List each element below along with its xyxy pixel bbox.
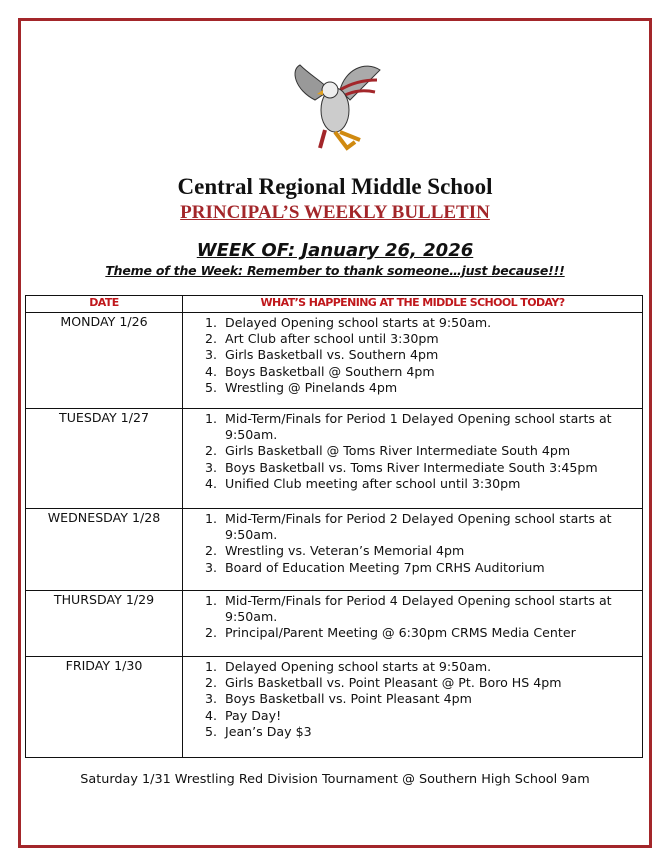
item-number: 1. xyxy=(205,315,218,330)
event-list xyxy=(183,509,642,576)
table-row xyxy=(26,409,643,509)
event-list xyxy=(183,657,642,740)
item-number: 2. xyxy=(205,331,218,347)
item-text: Boys Basketball vs. Toms River Intermediate South 3:45pm xyxy=(225,459,598,475)
table-row xyxy=(26,313,643,409)
item-text: Girls Basketball vs. Point Pleasant @ Pt. Boro HS 4pm xyxy=(225,675,562,691)
event-item xyxy=(205,411,642,443)
event-item xyxy=(205,347,642,363)
events-cell xyxy=(183,409,643,509)
table-row xyxy=(26,509,643,591)
item-text: Boys Basketball @ Southern 4pm xyxy=(225,363,435,379)
event-item xyxy=(205,476,642,492)
event-item xyxy=(205,315,642,331)
item-number: 2. xyxy=(205,675,218,691)
event-item xyxy=(205,511,642,543)
school-name: Central Regional Middle School xyxy=(177,174,493,199)
day-cell: WEDNESDAY 1/28 xyxy=(26,509,183,591)
event-item xyxy=(205,593,642,625)
event-item xyxy=(205,460,642,476)
table-row xyxy=(26,657,643,758)
item-text: Mid-Term/Finals for Period 1 Delayed Opening school starts at 9:50am. xyxy=(225,411,612,443)
event-list xyxy=(183,591,642,642)
item-text: Girls Basketball vs. Southern 4pm xyxy=(225,347,439,363)
item-text: Delayed Opening school starts at 9:50am. xyxy=(225,315,492,330)
event-item xyxy=(205,708,642,724)
day-cell: MONDAY 1/26 xyxy=(26,313,183,409)
item-number: 2. xyxy=(205,625,218,641)
item-text: Mid-Term/Finals for Period 2 Delayed Opening school starts at 9:50am. xyxy=(225,511,612,543)
day-cell: TUESDAY 1/27 xyxy=(26,409,183,509)
item-text: Boys Basketball vs. Point Pleasant 4pm xyxy=(225,691,472,707)
item-number: 5. xyxy=(205,379,218,395)
day-cell: THURSDAY 1/29 xyxy=(26,591,183,657)
item-number: 3. xyxy=(205,691,218,707)
item-number: 5. xyxy=(205,723,218,739)
item-text: Pay Day! xyxy=(225,707,282,723)
schedule-table xyxy=(25,295,643,758)
day-cell: FRIDAY 1/30 xyxy=(26,657,183,758)
saturday-note: Saturday 1/31 Wrestling Red Division Tournament @ Southern High School 9am xyxy=(80,772,590,787)
item-text: Principal/Parent Meeting @ 6:30pm CRMS Media Center xyxy=(225,625,576,641)
event-item xyxy=(205,560,642,576)
eagle-mascot-logo xyxy=(285,60,385,155)
event-item xyxy=(205,380,642,396)
item-number: 1. xyxy=(205,411,218,426)
events-cell xyxy=(183,313,643,409)
event-list xyxy=(183,409,642,492)
item-number: 3. xyxy=(205,347,218,363)
item-number: 1. xyxy=(205,659,218,674)
event-item xyxy=(205,625,642,641)
events-cell xyxy=(183,509,643,591)
item-text: Art Club after school until 3:30pm xyxy=(225,331,439,347)
item-text: Delayed Opening school starts at 9:50am. xyxy=(225,659,492,674)
item-number: 4. xyxy=(205,363,218,379)
theme-of-week: Theme of the Week: Remember to thank someone…just because!!! xyxy=(105,263,565,278)
date-column-header: DATE xyxy=(26,296,183,313)
item-number: 2. xyxy=(205,443,218,459)
events-cell xyxy=(183,657,643,758)
item-text: Unified Club meeting after school until 3:30pm xyxy=(225,475,521,491)
event-list xyxy=(183,313,642,396)
week-of-heading: WEEK OF: January 26, 2026 xyxy=(196,240,474,261)
item-text: Wrestling vs. Veteran’s Memorial 4pm xyxy=(225,543,465,559)
item-number: 4. xyxy=(205,475,218,491)
item-number: 3. xyxy=(205,559,218,575)
item-number: 4. xyxy=(205,707,218,723)
table-row xyxy=(26,591,643,657)
event-item xyxy=(205,724,642,740)
item-text: Jean’s Day $3 xyxy=(225,723,312,739)
events-column-header: WHAT’S HAPPENING AT THE MIDDLE SCHOOL TODAY? xyxy=(183,296,643,313)
item-text: Wrestling @ Pinelands 4pm xyxy=(225,379,398,395)
event-item xyxy=(205,675,642,691)
item-number: 3. xyxy=(205,459,218,475)
item-number: 1. xyxy=(205,511,218,526)
event-item xyxy=(205,364,642,380)
event-item xyxy=(205,543,642,559)
item-text: Girls Basketball @ Toms River Intermediate South 4pm xyxy=(225,443,571,459)
item-text: Mid-Term/Finals for Period 4 Delayed Opening school starts at 9:50am. xyxy=(225,593,612,625)
event-item xyxy=(205,331,642,347)
event-item xyxy=(205,659,642,675)
events-cell xyxy=(183,591,643,657)
item-text: Board of Education Meeting 7pm CRHS Auditorium xyxy=(225,559,545,575)
event-item xyxy=(205,691,642,707)
bulletin-title: PRINCIPAL’S WEEKLY BULLETIN xyxy=(180,202,490,223)
event-item xyxy=(205,443,642,459)
item-number: 2. xyxy=(205,543,218,559)
item-number: 1. xyxy=(205,593,218,608)
